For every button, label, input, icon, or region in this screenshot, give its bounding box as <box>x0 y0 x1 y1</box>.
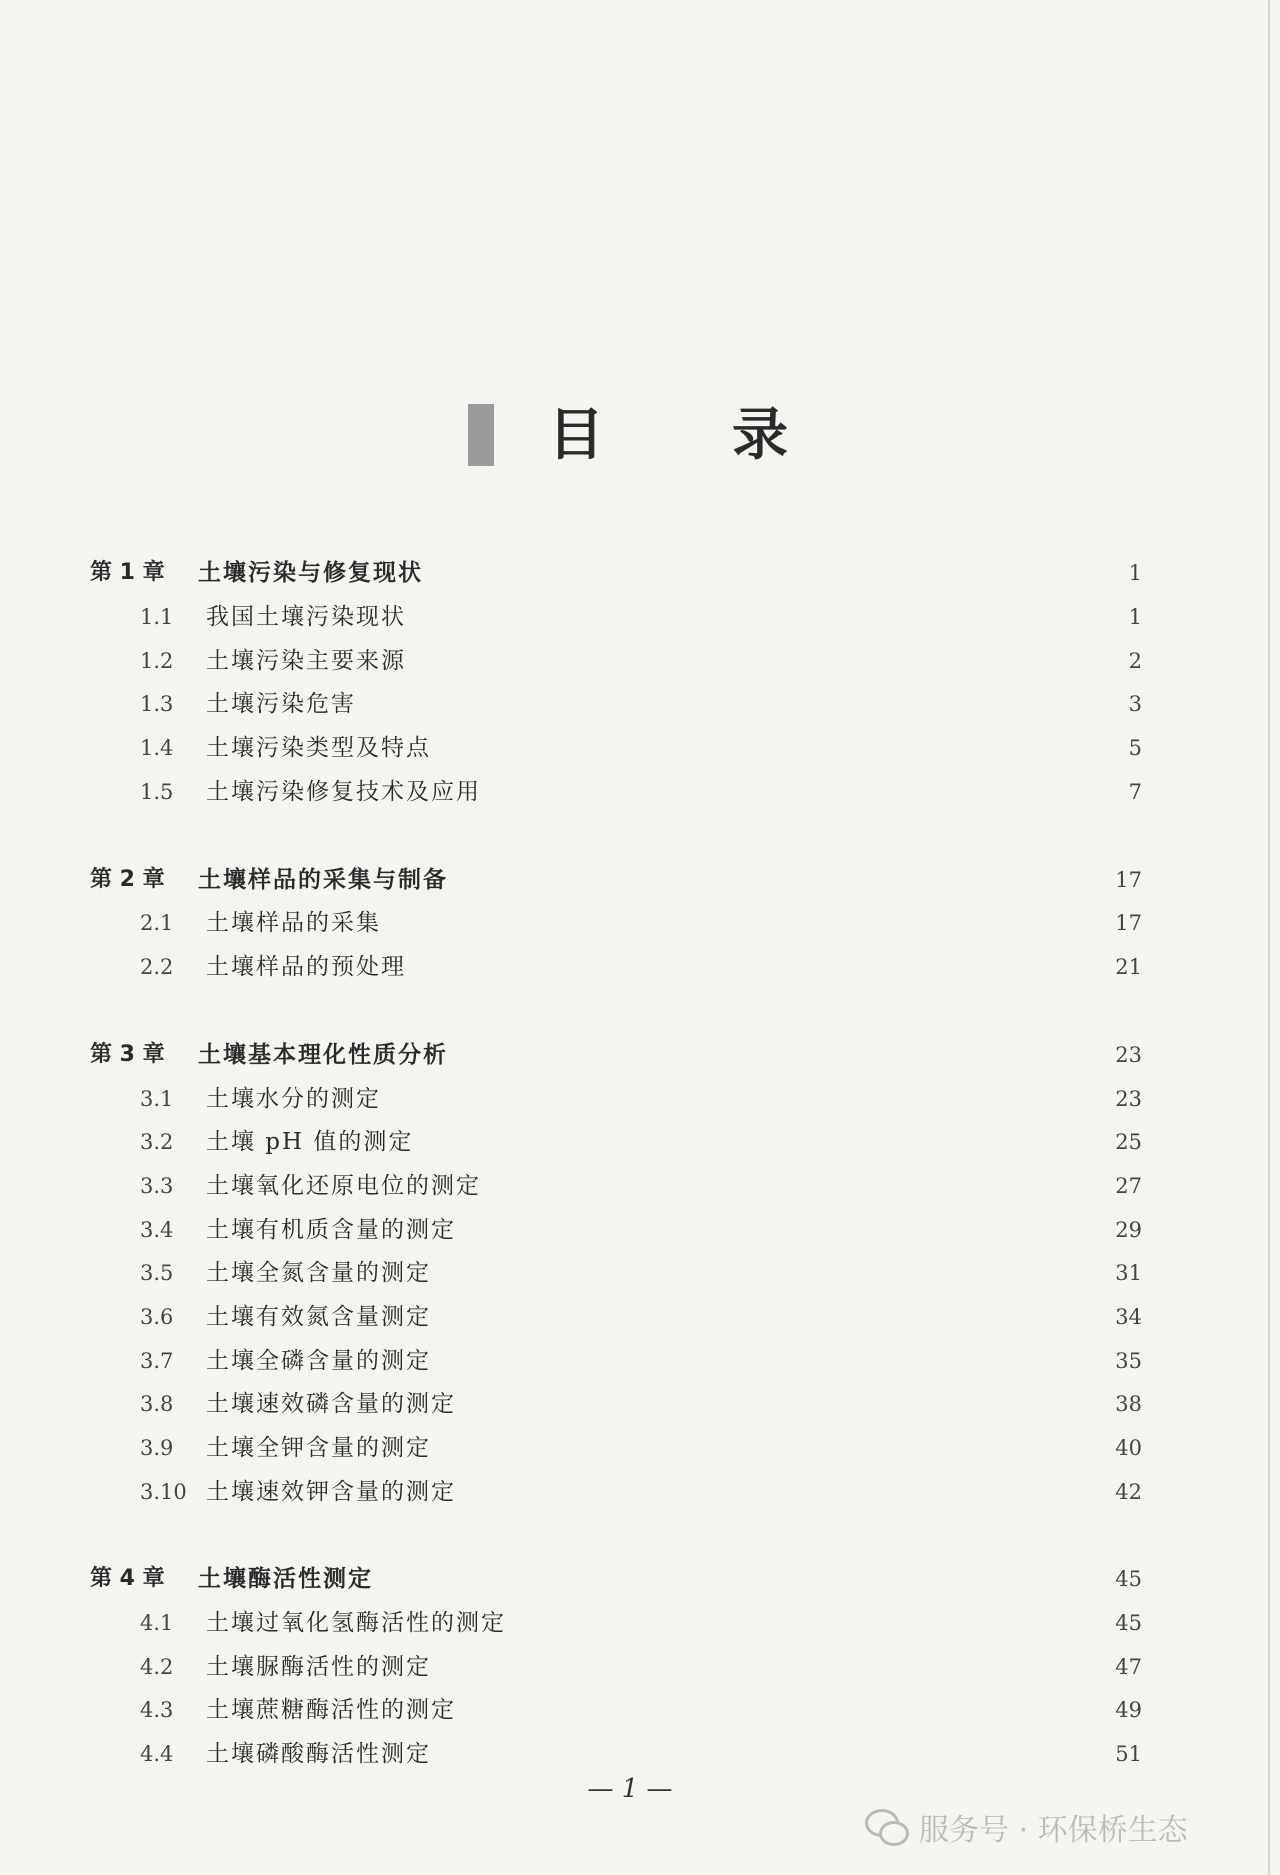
toc-entry-label: 土壤全钾含量的测定 <box>206 1435 431 1461</box>
toc-section-row[interactable] <box>140 644 1142 678</box>
toc-entry-number: 4.4 <box>140 1742 174 1766</box>
watermark-text: 服务号 · 环保桥生态 <box>919 1813 1188 1848</box>
toc-entry-number: 3.1 <box>140 1087 174 1111</box>
toc-section-row[interactable] <box>140 906 1142 940</box>
toc-entry-label: 土壤全氮含量的测定 <box>206 1260 431 1286</box>
toc-entry-page: 45 <box>1115 1567 1142 1591</box>
toc-entry-label: 土壤脲酶活性的测定 <box>206 1654 431 1680</box>
toc-chapter-row[interactable] <box>90 1038 1142 1072</box>
toc-entry-number: 第 1 章 <box>90 560 165 585</box>
toc-leader-dots <box>437 731 1102 765</box>
toc-leader-dots <box>387 906 1102 940</box>
toc-title-text <box>548 400 788 470</box>
toc-entry-page: 51 <box>1115 1742 1142 1766</box>
toc-section-row[interactable] <box>140 1693 1142 1727</box>
toc-entry-label: 土壤酶活性测定 <box>198 1566 373 1592</box>
toc-entry-page: 27 <box>1115 1174 1142 1198</box>
toc-entry-label: 土壤样品的采集 <box>206 910 381 936</box>
toc-entry-number: 3.6 <box>140 1305 174 1329</box>
toc-section-row[interactable] <box>140 1387 1142 1421</box>
toc-section-row[interactable] <box>140 1256 1142 1290</box>
toc-leader-dots <box>412 600 1102 634</box>
toc-entry-number: 3.10 <box>140 1480 187 1504</box>
toc-leader-dots <box>487 775 1102 809</box>
toc-leader-dots <box>462 1475 1102 1509</box>
toc-section-row[interactable] <box>140 950 1142 984</box>
page-edge <box>1268 0 1270 1875</box>
toc-entry-number: 1.3 <box>140 692 174 716</box>
toc-section-row[interactable] <box>140 1475 1142 1509</box>
footer-page-number: — 1 — <box>587 1774 673 1804</box>
toc-leader-dots <box>512 1606 1102 1640</box>
toc-entry-label: 土壤有机质含量的测定 <box>206 1217 456 1243</box>
toc-section-row[interactable] <box>140 1344 1142 1378</box>
toc-section-row[interactable] <box>140 1606 1142 1640</box>
toc-entry-page: 40 <box>1115 1436 1142 1460</box>
toc-leader-dots <box>454 1038 1102 1072</box>
toc-chapter-row[interactable] <box>90 556 1142 590</box>
toc-leader-dots <box>437 1431 1102 1465</box>
toc-section-row[interactable] <box>140 1737 1142 1771</box>
watermark <box>865 1802 1245 1852</box>
toc-section-row[interactable] <box>140 1169 1142 1203</box>
toc-entry-label: 我国土壤污染现状 <box>206 604 406 630</box>
title-char-right: 录 <box>732 402 788 468</box>
toc-leader-dots <box>362 687 1102 721</box>
toc-section-row[interactable] <box>140 775 1142 809</box>
toc-entry-label: 土壤污染类型及特点 <box>206 735 431 761</box>
toc-entry-number: 1.4 <box>140 736 174 760</box>
toc-entry-page: 5 <box>1128 736 1142 760</box>
toc-leader-dots <box>462 1693 1102 1727</box>
toc-entry-page: 1 <box>1128 605 1142 629</box>
toc-entry-label: 土壤 pH 值的测定 <box>206 1129 414 1155</box>
toc-entry-page: 42 <box>1115 1480 1142 1504</box>
toc-leader-dots <box>387 1082 1102 1116</box>
toc-entry-page: 34 <box>1115 1305 1142 1329</box>
title-accent-bar <box>468 404 494 466</box>
toc-entry-number: 第 4 章 <box>90 1566 165 1591</box>
toc-entry-page: 49 <box>1115 1698 1142 1722</box>
toc-leader-dots <box>437 1344 1102 1378</box>
toc-entry-page: 17 <box>1115 911 1142 935</box>
toc-entry-number: 3.5 <box>140 1261 174 1285</box>
toc-entry-number: 2.2 <box>140 955 174 979</box>
toc-entry-label: 土壤基本理化性质分析 <box>198 1042 448 1068</box>
toc-entry-label: 土壤样品的预处理 <box>206 954 406 980</box>
toc-entry-page: 45 <box>1115 1611 1142 1635</box>
toc-entry-page: 23 <box>1115 1043 1142 1067</box>
toc-entry-page: 7 <box>1128 780 1142 804</box>
toc-entry-label: 土壤污染修复技术及应用 <box>206 779 481 805</box>
toc-entry-number: 3.7 <box>140 1349 174 1373</box>
toc-entry-page: 47 <box>1115 1655 1142 1679</box>
toc-entry-label: 土壤蔗糖酶活性的测定 <box>206 1697 456 1723</box>
toc-leader-dots <box>437 1737 1102 1771</box>
toc-entry-number: 3.9 <box>140 1436 174 1460</box>
toc-entry-number: 3.8 <box>140 1392 174 1416</box>
toc-leader-dots <box>454 863 1102 897</box>
toc-entry-page: 31 <box>1115 1261 1142 1285</box>
toc-section-row[interactable] <box>140 1650 1142 1684</box>
toc-section-row[interactable] <box>140 1082 1142 1116</box>
toc-entry-page: 38 <box>1115 1392 1142 1416</box>
toc-entry-number: 1.2 <box>140 649 174 673</box>
toc-entry-number: 第 2 章 <box>90 867 165 892</box>
toc-leader-dots <box>379 1562 1102 1596</box>
toc-entry-label: 土壤过氧化氢酶活性的测定 <box>206 1610 506 1636</box>
toc-entry-number: 4.3 <box>140 1698 174 1722</box>
toc-leader-dots <box>437 1300 1102 1334</box>
toc-entry-number: 3.4 <box>140 1218 174 1242</box>
toc-leader-dots <box>412 644 1102 678</box>
toc-entry-page: 23 <box>1115 1087 1142 1111</box>
toc-section-row[interactable] <box>140 687 1142 721</box>
toc-entry-label: 土壤速效钾含量的测定 <box>206 1479 456 1505</box>
toc-entry-page: 2 <box>1128 649 1142 673</box>
toc-leader-dots <box>419 1125 1102 1159</box>
toc-section-row[interactable] <box>140 1431 1142 1465</box>
toc-entry-number: 1.5 <box>140 780 174 804</box>
toc-entry-page: 29 <box>1115 1218 1142 1242</box>
toc-entry-number: 2.1 <box>140 911 174 935</box>
toc-entry-number: 3.2 <box>140 1130 174 1154</box>
toc-leader-dots <box>437 1650 1102 1684</box>
toc-leader-dots <box>462 1387 1102 1421</box>
title-char-left: 目 <box>548 402 604 468</box>
toc-leader-dots <box>412 950 1102 984</box>
toc-entry-page: 25 <box>1115 1130 1142 1154</box>
toc-title <box>468 400 788 470</box>
toc-entry-label: 土壤速效磷含量的测定 <box>206 1391 456 1417</box>
toc-leader-dots <box>462 1213 1102 1247</box>
wechat-icon <box>865 1807 909 1847</box>
toc-entry-number: 4.2 <box>140 1655 174 1679</box>
toc-section-row[interactable] <box>140 600 1142 634</box>
toc-section-row[interactable] <box>140 1125 1142 1159</box>
toc-entry-label: 土壤污染危害 <box>206 691 356 717</box>
toc-entry-page: 17 <box>1115 868 1142 892</box>
toc-chapter-row[interactable] <box>90 1562 1142 1596</box>
toc-entry-label: 土壤磷酸酶活性测定 <box>206 1741 431 1767</box>
toc-entry-label: 土壤污染主要来源 <box>206 648 406 674</box>
toc-entry-label: 土壤样品的采集与制备 <box>198 867 448 893</box>
toc-leader-dots <box>487 1169 1102 1203</box>
toc-entry-page: 3 <box>1128 692 1142 716</box>
toc-section-row[interactable] <box>140 1213 1142 1247</box>
toc-section-row[interactable] <box>140 731 1142 765</box>
toc-entry-page: 1 <box>1128 561 1142 585</box>
toc-section-row[interactable] <box>140 1300 1142 1334</box>
toc-leader-dots <box>429 556 1102 590</box>
toc-entry-number: 3.3 <box>140 1174 174 1198</box>
toc-entry-label: 土壤有效氮含量测定 <box>206 1304 431 1330</box>
toc-entry-page: 21 <box>1115 955 1142 979</box>
toc-entry-label: 土壤水分的测定 <box>206 1086 381 1112</box>
toc-entry-page: 35 <box>1115 1349 1142 1373</box>
toc-entry-number: 第 3 章 <box>90 1042 165 1067</box>
toc-chapter-row[interactable] <box>90 863 1142 897</box>
toc-entry-number: 1.1 <box>140 605 174 629</box>
toc-entry-number: 4.1 <box>140 1611 174 1635</box>
toc-entry-label: 土壤污染与修复现状 <box>198 560 423 586</box>
toc-leader-dots <box>437 1256 1102 1290</box>
toc-entry-label: 土壤全磷含量的测定 <box>206 1348 431 1374</box>
toc-entry-label: 土壤氧化还原电位的测定 <box>206 1173 481 1199</box>
